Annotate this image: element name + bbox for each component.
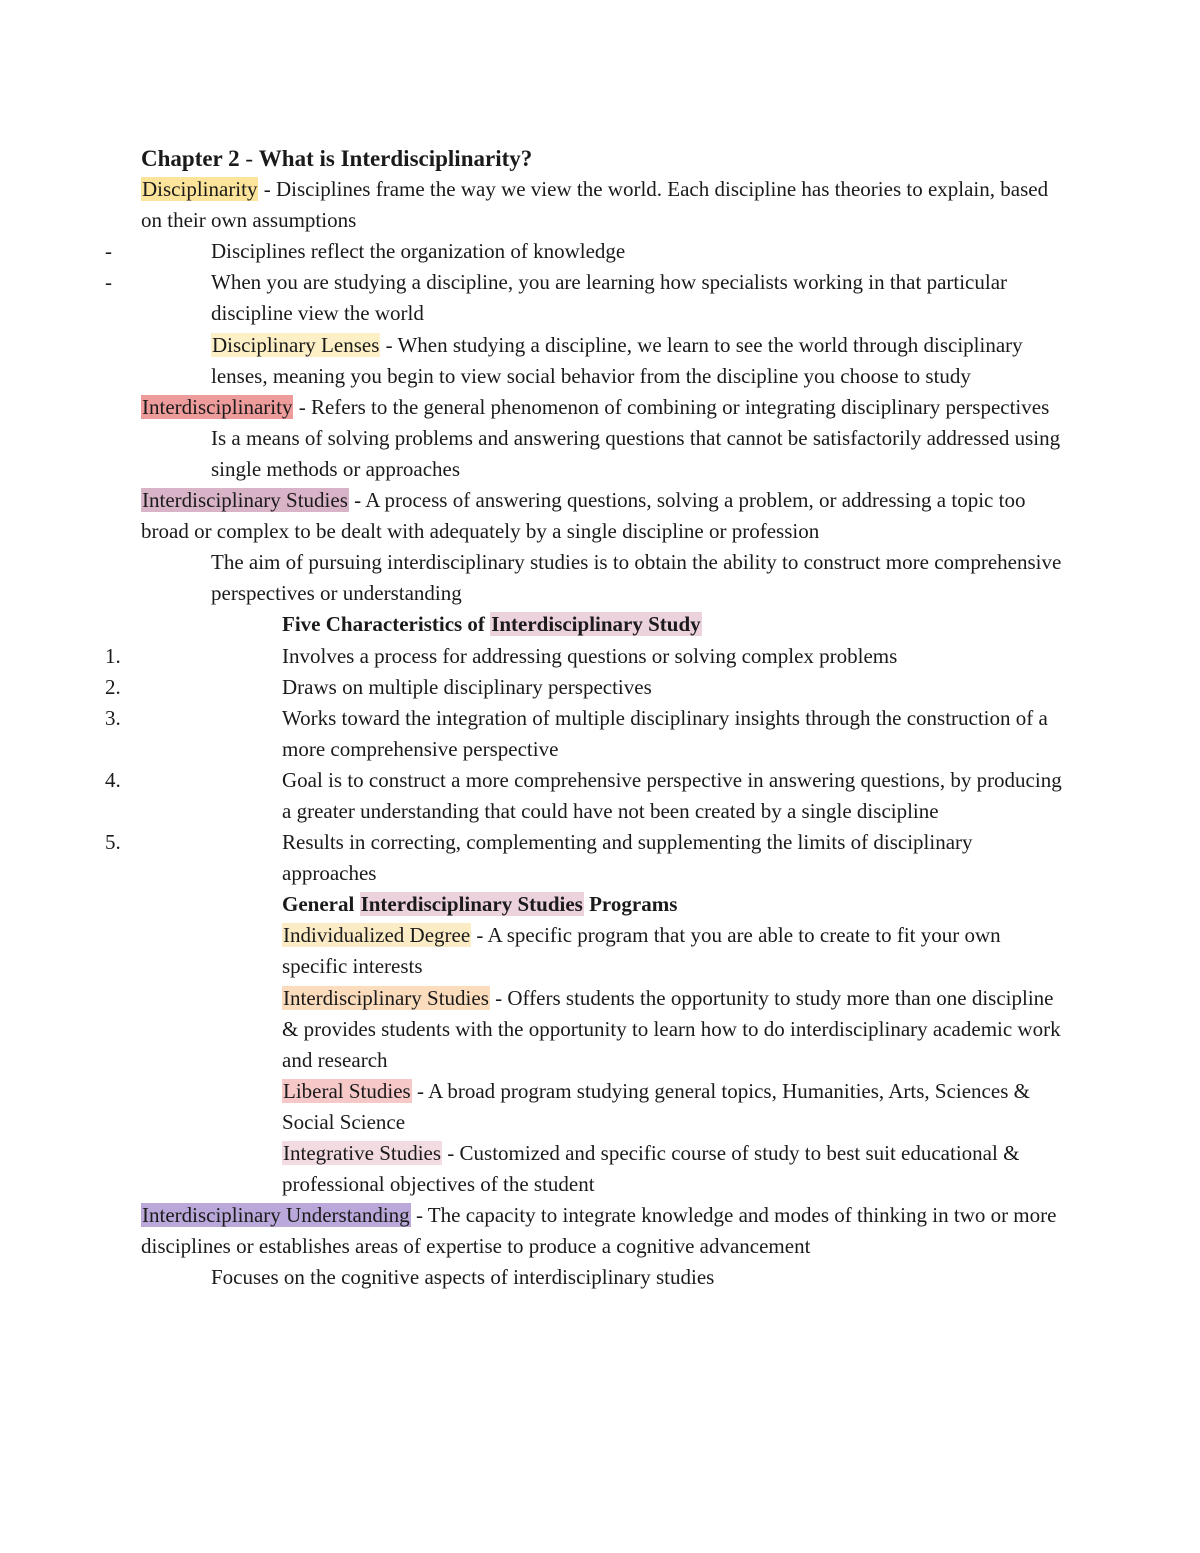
program-item	[141, 920, 1071, 982]
term-liberal-studies: Liberal Studies	[283, 1078, 411, 1103]
interdisciplinarity-definition	[141, 392, 1071, 423]
bullet-text: When you are studying a discipline, you are learning how specialists working in that particular discipline view the world	[211, 270, 1008, 326]
interdisciplinarity-note: Is a means of solving problems and answering questions that cannot be satisfactorily addressed using single methods or approaches	[211, 425, 1061, 481]
interdisciplinary-studies-note: The aim of pursuing interdisciplinary studies is to obtain the ability to construct more comprehensive perspectives or understanding	[211, 550, 1062, 606]
disciplinarity-definition	[141, 174, 1071, 236]
term-interdisciplinary-studies: Interdisciplinary Studies	[142, 488, 348, 513]
program-def: - A broad program studying general topics, Humanities, Arts, Sciences & Social Science	[282, 1078, 1030, 1134]
document-body	[105, 143, 1071, 1293]
numbered-item	[105, 703, 1071, 765]
term-disciplinary-lenses: Disciplinary Lenses	[212, 332, 380, 357]
interdisciplinary-understanding-definition	[141, 1200, 1071, 1262]
term-individualized-degree: Individualized Degree	[283, 923, 471, 948]
interdisciplinary-understanding-note: Focuses on the cognitive aspects of interdisciplinary studies	[211, 1265, 715, 1290]
item-text: Goal is to construct a more comprehensive perspective in answering questions, by producing a greater understanding that could have not been created by a single discipline	[282, 767, 1062, 823]
term-interdisciplinarity: Interdisciplinarity	[142, 394, 293, 419]
program-def: - Customized and specific course of study to best suit educational & professional objectives of the student	[282, 1141, 1020, 1197]
chapter-title	[141, 143, 1071, 174]
item-number: 5.	[105, 830, 121, 855]
programs-heading-term: Interdisciplinary Studies	[360, 892, 583, 917]
item-number: 1.	[105, 643, 121, 668]
numbered-item	[105, 672, 1071, 703]
title-separator: -	[239, 146, 259, 171]
term-disciplinarity: Disciplinarity	[142, 177, 258, 202]
item-text: Results in correcting, complementing and supplementing the limits of disciplinary approaches	[282, 830, 973, 886]
interdisciplinarity-def-text: - Refers to the general phenomenon of combining or integrating disciplinary perspectives	[293, 394, 1050, 419]
item-text: Draws on multiple disciplinary perspectives	[282, 674, 652, 699]
lenses-def-text: - When studying a discipline, we learn to see the world through disciplinary lenses, meaning you begin to view social behavior from the discipline you choose to study	[211, 332, 1023, 388]
item-text: Involves a process for addressing questions or solving complex problems	[282, 643, 898, 668]
interdisciplinary-studies-def-text: - A process of answering questions, solving a problem, or addressing a topic too broad or complex to be dealt with adequately by a single discipline or profession	[141, 488, 1026, 544]
bullet-marker: -	[105, 239, 112, 264]
numbered-item	[105, 827, 1071, 889]
item-number: 2.	[105, 674, 121, 699]
item-number: 4.	[105, 767, 121, 792]
program-item	[141, 1076, 1071, 1138]
programs-heading-suffix: Programs	[583, 892, 678, 917]
item-text: Works toward the integration of multiple disciplinary insights through the construction of a more comprehensive perspective	[282, 705, 1048, 761]
interdisciplinary-studies-definition	[141, 485, 1071, 547]
term-interdisciplinary-studies-program: Interdisciplinary Studies	[283, 985, 489, 1010]
numbered-item	[105, 765, 1071, 827]
chapter-title-text: What is Interdisciplinarity?	[258, 146, 533, 171]
understanding-def-text: - The capacity to integrate knowledge and modes of thinking in two or more disciplines or establishes areas of expertise to produce a cognitive advancement	[141, 1203, 1057, 1259]
numbered-item	[105, 641, 1071, 672]
five-characteristics-heading	[141, 609, 1071, 640]
program-def: - Offers students the opportunity to study more than one discipline & provides students with the opportunity to learn how to do interdisciplinary academic work and research	[282, 985, 1061, 1072]
bullet-item	[105, 236, 1071, 267]
disciplinarity-def-text: - Disciplines frame the way we view the world. Each discipline has theories to explain, based on their own assumptions	[141, 177, 1049, 233]
programs-heading-prefix: General	[282, 892, 360, 917]
disciplinary-lenses-definition	[141, 330, 1071, 392]
item-number: 3.	[105, 705, 121, 730]
bullet-marker: -	[105, 270, 112, 295]
chapter-number: Chapter 2	[141, 146, 240, 171]
term-interdisciplinary-understanding: Interdisciplinary Understanding	[142, 1203, 410, 1228]
five-heading-prefix: Five Characteristics of	[282, 612, 491, 637]
program-item	[141, 1138, 1071, 1200]
bullet-text: Disciplines reflect the organization of knowledge	[211, 239, 626, 264]
term-integrative-studies: Integrative Studies	[283, 1141, 442, 1165]
program-def: - A specific program that you are able to create to fit your own specific interests	[282, 923, 1001, 979]
bullet-item	[105, 267, 1071, 329]
programs-heading	[141, 889, 1071, 920]
five-heading-term: Interdisciplinary Study	[491, 612, 701, 637]
program-item	[141, 983, 1071, 1076]
